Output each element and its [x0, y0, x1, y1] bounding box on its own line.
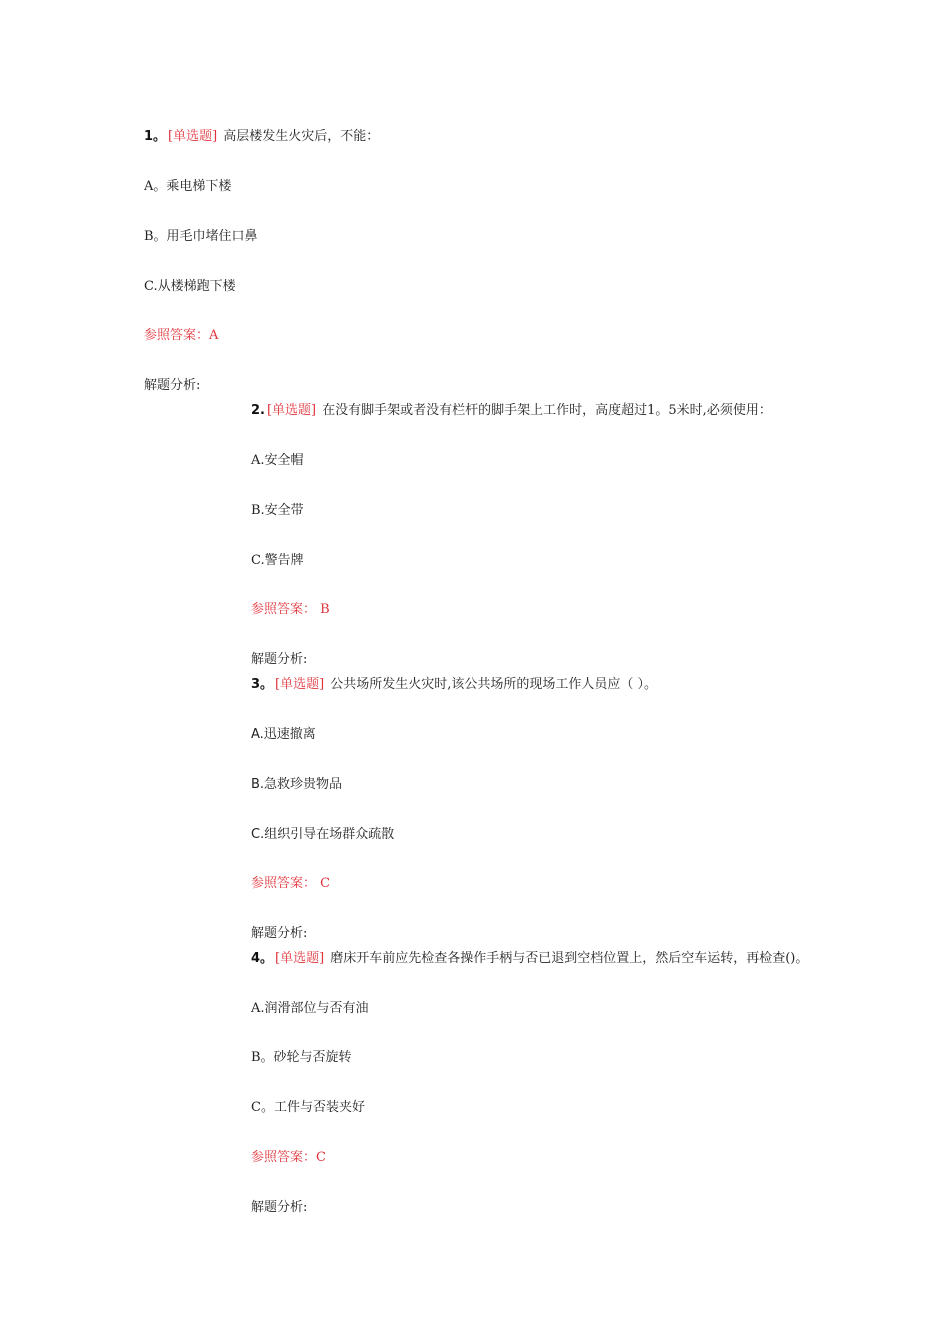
question-type-tag: [单选题]: [275, 677, 325, 692]
question-4-option-c: C。工件与否装夹好: [251, 1100, 365, 1115]
question-number: 1。: [144, 129, 167, 144]
question-4-option-b: B。砂轮与否旋转: [251, 1050, 352, 1065]
question-1-option-c: C.从楼梯跑下楼: [144, 279, 236, 294]
question-3-option-c: C.组织引导在场群众疏散: [251, 827, 395, 842]
question-2-option-a: A.安全帽: [251, 453, 304, 468]
question-4-stem: [251, 950, 808, 968]
question-2-option-c: C.警告牌: [251, 553, 304, 568]
question-text: 公共场所发生火灾时,该公共场所的现场工作人员应（ ）。: [330, 677, 657, 692]
question-2-stem: [251, 402, 772, 420]
question-4-answer: 参照答案：C: [251, 1150, 326, 1165]
question-3-stem: [251, 676, 657, 694]
question-3-answer: 参照答案： C: [251, 876, 331, 891]
question-type-tag: [单选题]: [266, 403, 317, 418]
question-1-option-a: A。乘电梯下楼: [144, 179, 232, 194]
question-2-option-b: B.安全带: [251, 503, 304, 518]
question-4-analysis: 解题分析:: [251, 1200, 308, 1215]
question-1-option-b: B。用毛巾堵住口鼻: [144, 229, 258, 244]
question-3-analysis: 解题分析:: [251, 926, 308, 941]
question-text: 磨床开车前应先检查各操作手柄与否已退到空档位置上，然后空车运转，再检查()。: [330, 951, 809, 966]
question-3-option-b: B.急救珍贵物品: [251, 777, 343, 792]
question-2-analysis: 解题分析:: [251, 652, 308, 667]
question-number: 2.: [251, 403, 265, 418]
question-text: 高层楼发生火灾后，不能：: [223, 129, 380, 144]
question-number: 4。: [251, 951, 274, 966]
question-type-tag: [单选题]: [168, 129, 218, 144]
question-1-answer: 参照答案：A: [144, 328, 219, 343]
question-text: 在没有脚手架或者没有栏杆的脚手架上工作时，高度超过1。5米时,必须使用：: [322, 403, 772, 418]
question-1-analysis: 解题分析:: [144, 378, 201, 393]
question-number: 3。: [251, 677, 274, 692]
question-4-option-a: A.润滑部位与否有油: [251, 1001, 369, 1016]
question-2-answer: 参照答案： B: [251, 602, 330, 617]
question-type-tag: [单选题]: [275, 951, 325, 966]
question-1-stem: [144, 128, 379, 146]
question-3-option-a: A.迅速撤离: [251, 727, 316, 742]
